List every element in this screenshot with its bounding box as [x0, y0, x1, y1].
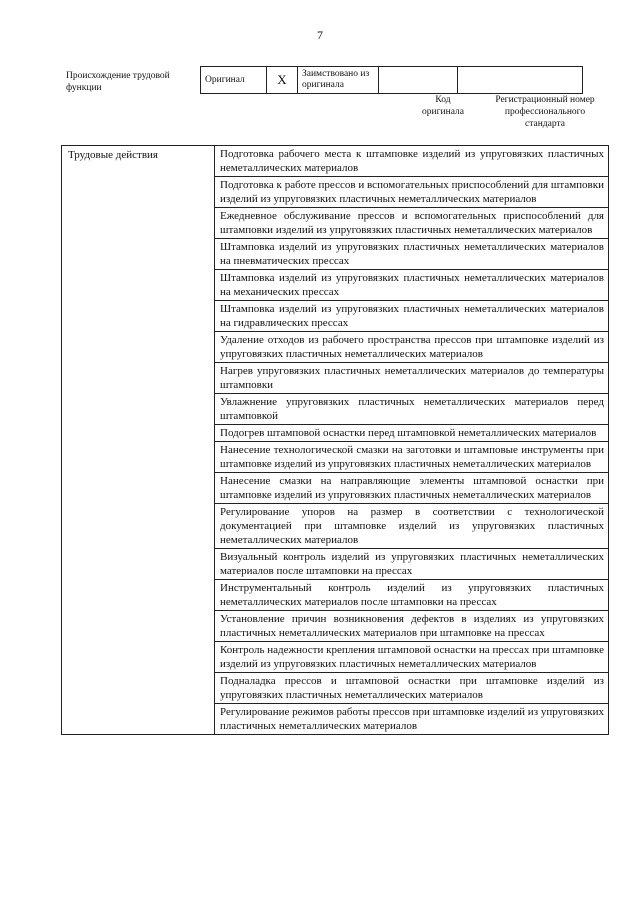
action-item: Штамповка изделий из упруговязких пластичных неметаллических материалов на пневматических прессах [215, 239, 609, 270]
action-item: Визуальный контроль изделий из упруговязких пластичных неметаллических материалов после штамповки на прессах [215, 549, 609, 580]
labor-actions-table [61, 145, 609, 735]
code-cell [379, 67, 458, 94]
original-cell: Оригинал [201, 67, 267, 94]
reg-number-cell [458, 67, 583, 94]
origin-label: Происхождение трудовой функции [66, 71, 170, 93]
reg-number-caption: Регистрационный номер профессионального стандарта [495, 95, 595, 129]
action-item: Регулирование упоров на размер в соответствии с технологической документацией при штамповке изделий из упруговязких пластичных неметаллических материалов [215, 504, 609, 549]
action-item: Подготовка к работе прессов и вспомогательных приспособлений для штамповки изделий из упруговязких пластичных неметаллических материалов [215, 177, 609, 208]
action-item: Нанесение технологической смазки на заготовки и штамповые инструменты при штамповке изделий из упруговязких пластичных неметаллических материалов [215, 442, 609, 473]
action-item: Штамповка изделий из упруговязких пластичных неметаллических материалов на гидравлических прессах [215, 301, 609, 332]
action-item: Подналадка прессов и штамповой оснастки при штамповке изделий из упруговязких пластичных неметаллических материалов [215, 673, 609, 704]
actions-label: Трудовые действия [62, 146, 215, 735]
code-caption: Код оригинала [422, 95, 464, 117]
origin-table [200, 66, 583, 94]
action-item: Контроль надежности крепления штамповой оснастки на прессах при штамповке изделий из упруговязких пластичных неметаллических материалов [215, 642, 609, 673]
action-item: Ежедневное обслуживание прессов и вспомогательных приспособлений для штамповки изделий из упруговязких пластичных неметаллических материалов [215, 208, 609, 239]
action-item: Подогрев штамповой оснастки перед штамповкой неметаллических материалов [215, 425, 609, 442]
action-item: Нагрев упруговязких пластичных неметаллических материалов до температуры штамповки [215, 363, 609, 394]
action-item: Нанесение смазки на направляющие элементы штамповой оснастки при штамповке изделий из упруговязких пластичных неметаллических материалов [215, 473, 609, 504]
page-number: 7 [317, 28, 323, 42]
action-item: Установление причин возникновения дефектов в изделиях из упруговязких пластичных неметаллических материалов при штамповке на прессах [215, 611, 609, 642]
action-item: Инструментальный контроль изделий из упруговязких пластичных неметаллических материалов после штамповки на прессах [215, 580, 609, 611]
action-item: Подготовка рабочего места к штамповке изделий из упруговязких пластичных неметаллических материалов [215, 146, 609, 177]
action-item: Увлажнение упруговязких пластичных неметаллических материалов перед штамповкой [215, 394, 609, 425]
action-item: Удаление отходов из рабочего пространства прессов при штамповке изделий из упруговязких пластичных неметаллических материалов [215, 332, 609, 363]
original-mark: X [267, 67, 298, 94]
action-item: Штамповка изделий из упруговязких пластичных неметаллических материалов на механических прессах [215, 270, 609, 301]
borrowed-cell: Заимствовано из оригинала [298, 67, 379, 94]
table-row [62, 146, 609, 177]
action-item: Регулирование режимов работы прессов при штамповке изделий из упруговязких пластичных неметаллических материалов [215, 704, 609, 735]
